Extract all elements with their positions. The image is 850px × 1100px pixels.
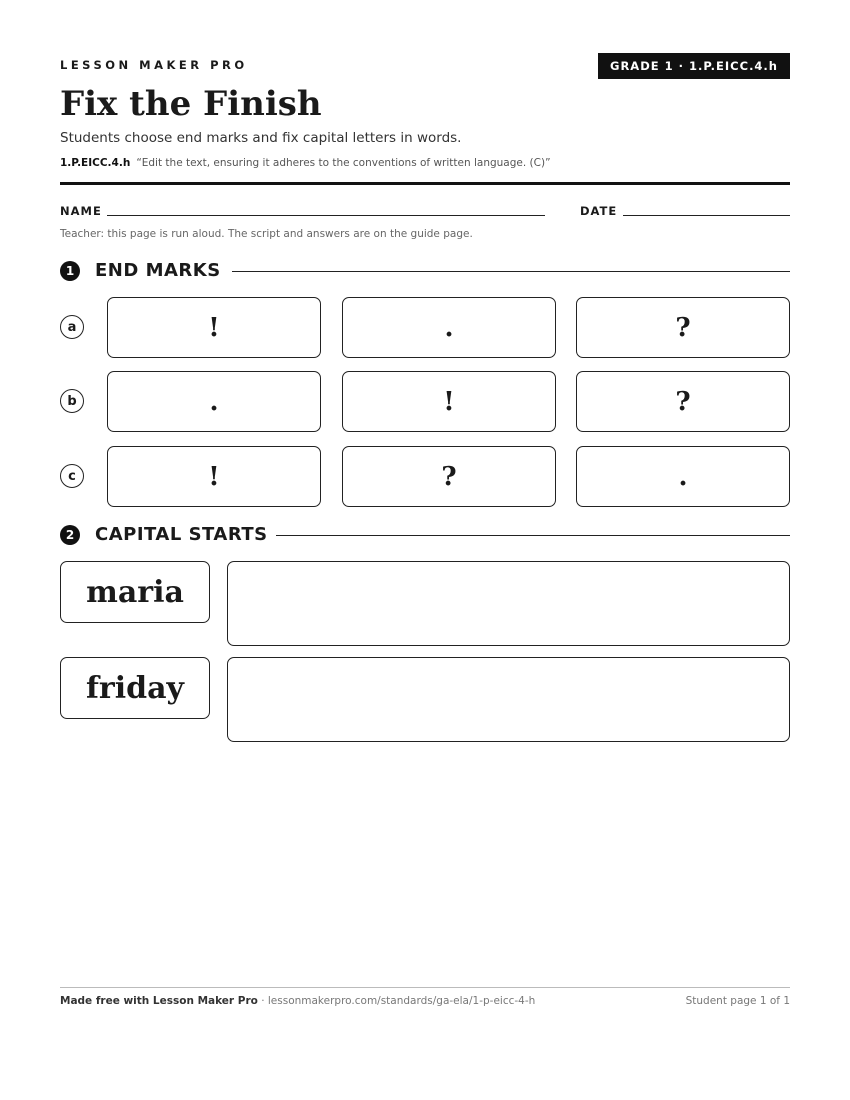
end-mark-option[interactable]: ? (576, 371, 790, 432)
end-mark-option[interactable]: ! (342, 371, 556, 432)
footer-made-with: Made free with Lesson Maker Pro (60, 995, 258, 1007)
page-subtitle: Students choose end marks and fix capital letters in words. (60, 130, 462, 146)
name-field[interactable] (107, 215, 545, 216)
word-card: maria (60, 561, 210, 623)
footer-credit (60, 995, 535, 1007)
word-card: friday (60, 657, 210, 719)
end-mark-option[interactable]: . (576, 446, 790, 507)
standard-reference (60, 157, 551, 169)
end-mark-option[interactable]: . (342, 297, 556, 358)
answer-box[interactable] (227, 561, 790, 646)
row-letter-b: b (60, 389, 84, 413)
section-number: 2 (60, 525, 80, 545)
section-rule (276, 535, 790, 536)
date-field[interactable] (623, 215, 790, 216)
teacher-note: Teacher: this page is run aloud. The script and answers are on the guide page. (60, 228, 473, 240)
brand-name: LESSON MAKER PRO (60, 58, 248, 72)
row-letter-a: a (60, 315, 84, 339)
footer-divider (60, 987, 790, 988)
worksheet-page (60, 0, 790, 1100)
end-mark-option[interactable]: . (107, 371, 321, 432)
end-mark-option[interactable]: ! (107, 297, 321, 358)
row-letter-c: c (60, 464, 84, 488)
date-label: DATE (580, 204, 618, 218)
section-capital-starts-header (60, 523, 790, 547)
page-title: Fix the Finish (60, 84, 322, 124)
header-divider (60, 182, 790, 185)
footer-page-number: Student page 1 of 1 (685, 995, 790, 1007)
section-title: END MARKS (95, 259, 233, 283)
section-rule (232, 271, 790, 272)
name-label: NAME (60, 204, 102, 218)
section-title: CAPITAL STARTS (95, 523, 280, 547)
end-mark-option[interactable]: ? (576, 297, 790, 358)
grade-badge: GRADE 1 · 1.P.EICC.4.h (598, 53, 790, 79)
end-mark-option[interactable]: ? (342, 446, 556, 507)
standard-code: 1.P.EICC.4.h (60, 157, 131, 169)
section-end-marks-header (60, 259, 790, 283)
end-mark-option[interactable]: ! (107, 446, 321, 507)
section-number: 1 (60, 261, 80, 281)
answer-box[interactable] (227, 657, 790, 742)
standard-text: “Edit the text, ensuring it adheres to the conventions of written language. (C)” (136, 157, 551, 169)
footer-url: · lessonmakerpro.com/standards/ga-ela/1-p-eicc-4-h (257, 995, 536, 1007)
